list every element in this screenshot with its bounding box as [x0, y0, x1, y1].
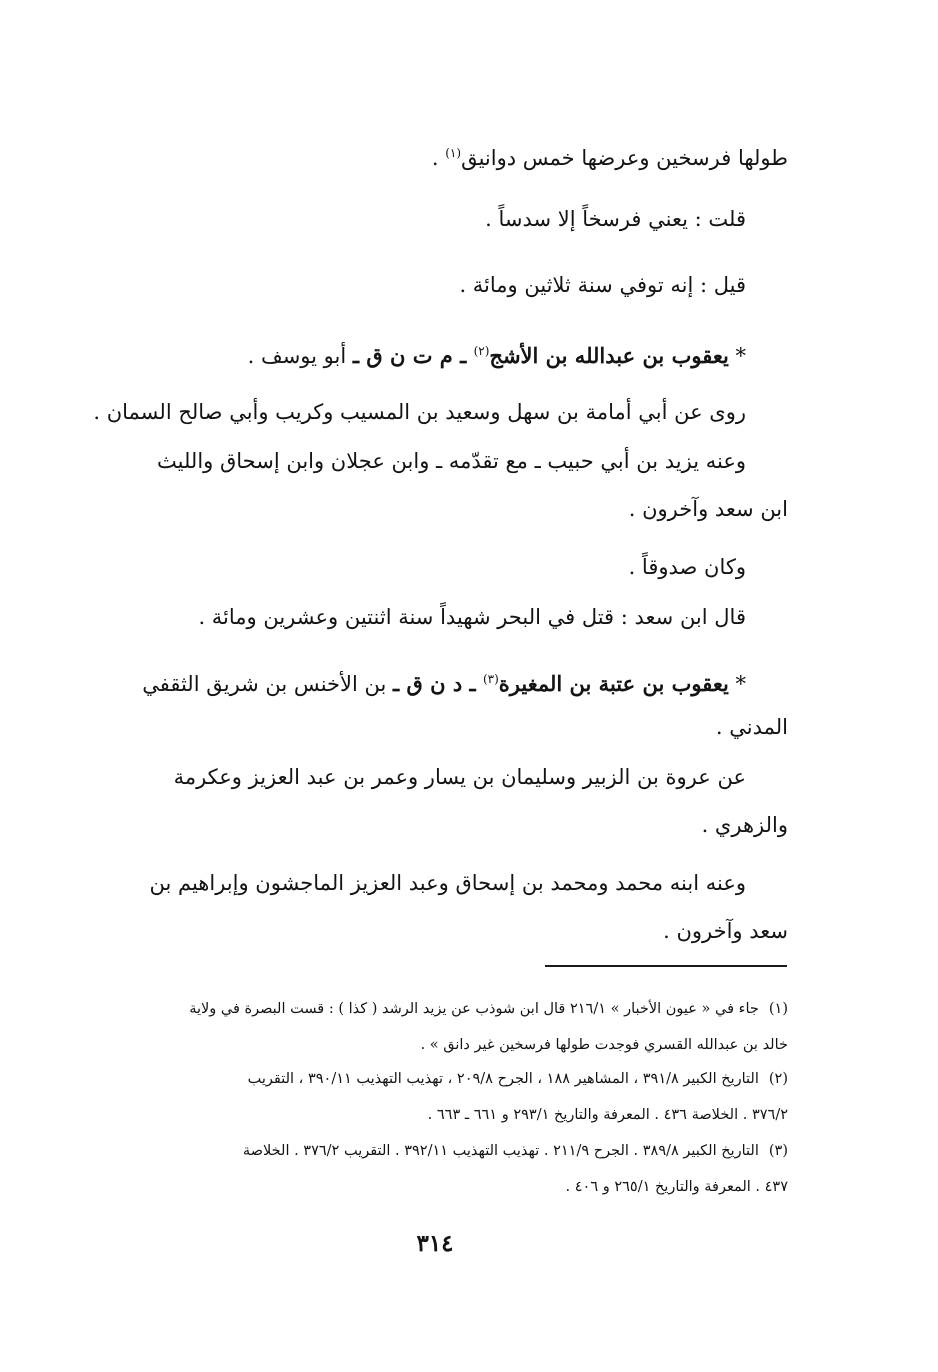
- footnote-text: جاء في « عيون الأخبار » ٢١٦/١ قال ابن شوذب عن يزيد الرشد ( كذا ) : قست البصرة في ولاية: [189, 1001, 759, 1017]
- text: وعنه يزيد بن أبي حبيب ـ مع تقدّمه ـ وابن عجلان وابن إسحاق والليث: [157, 449, 746, 473]
- text-line: [157, 446, 746, 476]
- text: وكان صدوقاً .: [628, 555, 746, 579]
- text-line: [174, 762, 746, 792]
- footnote-text: ٤٣٧ . المعرفة والتاريخ ٢٦٥/١ و ٤٠٦ .: [565, 1179, 788, 1195]
- text-line: [629, 552, 746, 582]
- footnote-line: [248, 1068, 788, 1090]
- text: قيل : إنه توفي سنة ثلاثين ومائة .: [459, 273, 746, 297]
- text-line: [432, 138, 788, 173]
- text: طولها فرسخين وعرضها خمس دوانيق: [461, 146, 788, 170]
- text-line: [485, 204, 746, 234]
- entry-name: يعقوب بن عتبة بن المغيرة: [498, 671, 729, 696]
- text-line: [716, 712, 788, 742]
- footnote-number: (٣): [768, 1143, 788, 1159]
- text-line: [702, 810, 788, 840]
- entry-star: *: [728, 672, 746, 696]
- entry-codes: ـ م ت ن ق ـ: [352, 343, 474, 368]
- text-line: [149, 868, 746, 898]
- text: روى عن أبي أمامة بن سهل وسعيد بن المسيب وكريب وأبي صالح السمان .: [93, 400, 746, 424]
- text: سعد وآخرون .: [663, 919, 788, 943]
- text: والزهري .: [701, 813, 788, 837]
- text-line: [459, 270, 746, 300]
- entry-name: يعقوب بن عبدالله بن الأشج: [489, 343, 729, 368]
- text: وعنه ابنه محمد ومحمد بن إسحاق وعبد العزيز الماجشون وإبراهيم بن: [149, 871, 746, 895]
- entry-star: *: [728, 344, 746, 368]
- footnote-text: التاريخ الكبير ٣٩١/٨ ، المشاهير ١٨٨ ، الجرح ٢٠٩/٨ ، تهذيب التهذيب ٣٩٠/١١ ، التقريب: [247, 1071, 759, 1087]
- footnote-line: [428, 1104, 788, 1126]
- footnote-separator: [545, 965, 787, 967]
- footnote-number: (١): [768, 1001, 788, 1017]
- text: قال ابن سعد : قتل في البحر شهيداً سنة اثنتين وعشرين ومائة .: [198, 605, 746, 629]
- footnote-ref: (٣): [482, 672, 499, 686]
- text-line: [629, 494, 788, 524]
- entry-kunya: أبو يوسف .: [247, 344, 353, 368]
- footnote-line: [566, 1176, 788, 1198]
- text: ابن سعد وآخرون .: [628, 497, 788, 521]
- footnote-line: [421, 1034, 788, 1056]
- footnote-line: [243, 1140, 788, 1162]
- footnote-number: (٢): [768, 1071, 788, 1087]
- text: عن عروة بن الزبير وسليمان بن يسار وعمر بن عبد العزيز وعكرمة: [173, 765, 746, 789]
- footnote-text: ٣٧٦/٢ . الخلاصة ٤٣٦ . المعرفة والتاريخ ٢٩٣/١ و ٦٦١ ـ ٦٦٣ .: [427, 1107, 788, 1123]
- text: المدني .: [715, 715, 788, 739]
- text: .: [431, 146, 446, 170]
- text-line: [93, 397, 746, 427]
- entry-heading: [142, 664, 746, 699]
- text-line: [198, 602, 746, 632]
- footnote-ref: (١): [445, 146, 462, 160]
- entry-rest: بن الأخنس بن شريق الثقفي: [142, 672, 394, 696]
- text-line: [663, 916, 788, 946]
- text: قلت : يعني فرسخاً إلا سدساً .: [485, 207, 746, 231]
- footnote-text: خالد بن عبدالله القسري فوجدت طولها فرسخين غير دانق » .: [420, 1037, 788, 1053]
- footnote-line: [189, 998, 788, 1020]
- entry-codes: ـ د ن ق ـ: [393, 671, 483, 696]
- footnote-ref: (٢): [473, 344, 490, 358]
- footnote-text: التاريخ الكبير ٣٨٩/٨ . الجرح ٢١١/٩ . تهذيب التهذيب ٣٩٢/١١ . التقريب ٣٧٦/٢ . الخلاصة: [242, 1143, 759, 1159]
- entry-heading: [248, 336, 746, 371]
- page-number: ٣١٤: [416, 1230, 454, 1257]
